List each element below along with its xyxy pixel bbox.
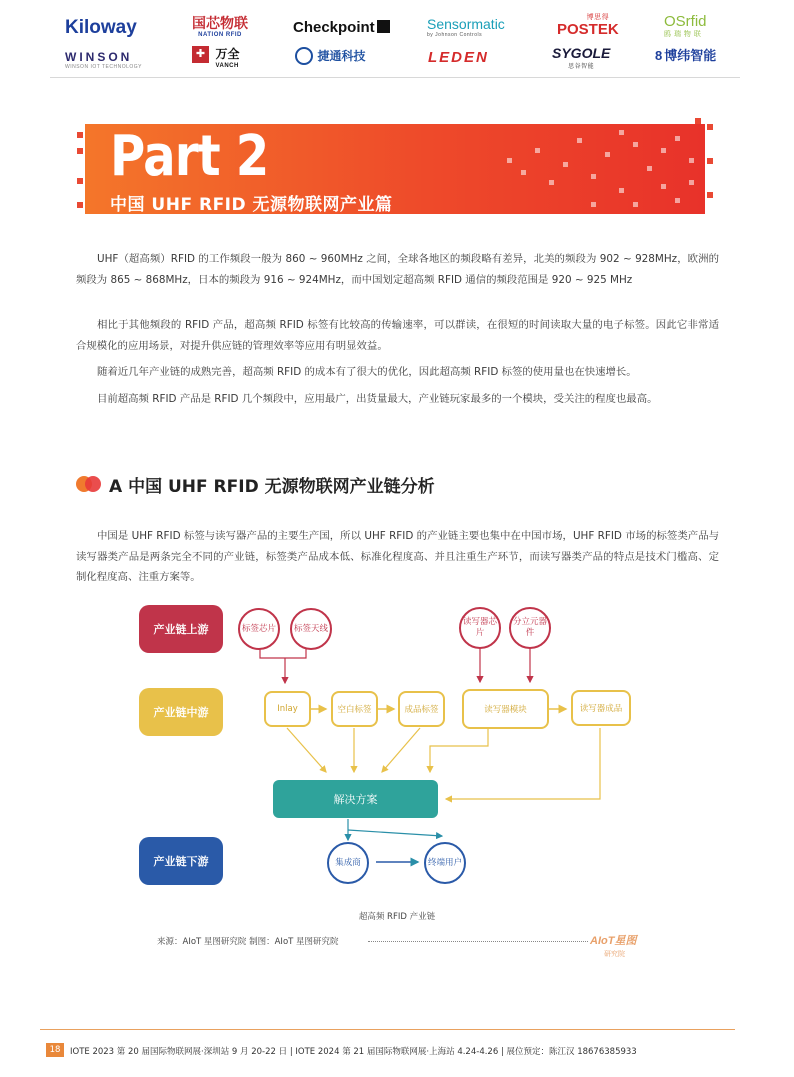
downstream-integrator: 集成商 (327, 842, 369, 884)
mid-inlay: Inlay (264, 691, 311, 727)
logo-sensormatic: Sensormatic by Johnson Controls (427, 16, 505, 38)
logo-osrfid: OSrfid 鸥 瑞 物 联 (664, 13, 707, 38)
upstream-reader-chip: 读写器芯片 (459, 607, 501, 649)
logo-kiloway: Kiloway (65, 17, 137, 38)
section-intro: 中国是 UHF RFID 标签与读写器产品的主要生产国，所以 UHF RFID 的产业链主要也集中在中国市场，UHF RFID 市场的标签类产品与读写器类产品是两条完全不同的产业链，标签类产品成本低、标准化程度高、并且注重生产环节，而读写器类产品的特点是技术门槛高、定制化程度高、注重方案等。 (76, 530, 719, 583)
logo-vanch: ✚ 万全 VANCH (192, 46, 239, 69)
solution-box: 解决方案 (273, 780, 438, 818)
diagram-caption: 超高频 RFID 产业链 (358, 912, 436, 922)
logo-jietong: 捷通科技 (295, 47, 365, 65)
jietong-icon (295, 47, 313, 65)
mid-finished-tag: 成品标签 (398, 691, 445, 727)
upstream-discrete-components: 分立元器件 (509, 607, 551, 649)
logo-sygole: SYGOLE 思谷智能 (552, 45, 611, 70)
paragraph-frequency: UHF（超高频）RFID 的工作频段一般为 860 ~ 960MHz 之间，全球各地区的频段略有差异，北美的频段为 902 ~ 928MHz，欧洲的频段为 865 ~ 868MHz，日本的频段为 916 ~ 924MHz，而中国划定超高频 RFID 通信的频段范围是 920 ~ 925 MHz (76, 253, 719, 286)
downstream-end-user: 终端用户 (424, 842, 466, 884)
logo-winson: WINSON WINSON IOT TECHNOLOGY (65, 50, 142, 70)
mid-reader-module: 读写器模块 (462, 689, 549, 729)
banner-subtitle: 中国 UHF RFID 无源物联网产业篇 (110, 195, 393, 215)
upstream-tag-antenna: 标签天线 (290, 608, 332, 650)
industry-chain-diagram (130, 600, 670, 900)
paragraph-status: 目前超高频 RFID 产品是 RFID 几个频段中，应用最广，出货量最大，产业链玩家最多的一个模块，受关注的程度也最高。 (97, 393, 658, 405)
mid-blank-tag: 空白标签 (331, 691, 378, 727)
banner-title: Part 2 (110, 124, 269, 189)
partner-logos (50, 12, 740, 74)
logo-bowei: 8 博纬智能 (655, 48, 717, 63)
part-banner (77, 118, 717, 218)
logo-postek: 博思得 POSTEK (557, 14, 619, 38)
logo-nation-rfid: 国芯物联 NATION RFID (192, 15, 248, 38)
logo-checkpoint: Checkpoint (293, 20, 390, 35)
header-divider (50, 77, 740, 78)
logo-leden: LEDEN (428, 49, 489, 66)
mid-reader-product: 读写器成品 (571, 690, 631, 726)
footer-text: IOTE 2023 第 20 届国际物联网展·深圳站 9 月 20-22 日 | IOTE 2024 第 21 届国际物联网展·上海站 4.24-4.26 | 展位预定：陈江汉 18676385933 (70, 1047, 637, 1057)
stage-upstream: 产业链上游 (139, 605, 223, 653)
aiot-brand-logo: AIoT星图 研究院 (590, 935, 637, 958)
heading-dot-icon (85, 476, 101, 492)
upstream-tag-chip: 标签芯片 (238, 608, 280, 650)
paragraph-cost: 随着近几年产业链的成熟完善，超高频 RFID 的成本有了很大的优化，因此超高频 RFID 标签的使用量也在快速增长。 (97, 366, 637, 378)
stage-midstream: 产业链中游 (139, 688, 223, 736)
footer-divider (40, 1029, 735, 1030)
source-dotted-line (368, 941, 588, 942)
section-title: A 中国 UHF RFID 无源物联网产业链分析 (109, 477, 435, 497)
page-number: 18 (46, 1043, 64, 1057)
paragraph-advantages: 相比于其他频段的 RFID 产品，超高频 RFID 标签有比较高的传输速率，可以群读，在很短的时间读取大量的电子标签。因此它非常适合规模化的应用场景，对提升供应链的管理效率等应用有明显效益。 (76, 319, 719, 352)
source-note: 来源：AIoT 星图研究院 制图：AIoT 星图研究院 (157, 937, 339, 947)
stage-downstream: 产业链下游 (139, 837, 223, 885)
